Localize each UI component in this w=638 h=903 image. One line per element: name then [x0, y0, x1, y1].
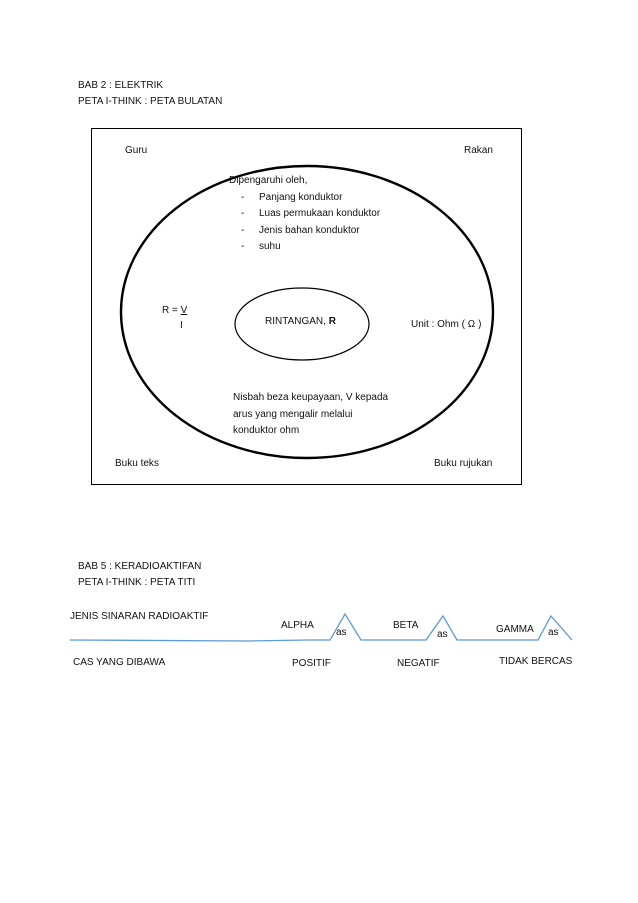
definition-line: konduktor ohm [233, 425, 300, 436]
influence-item: - Jenis bahan konduktor [229, 225, 380, 242]
unit-label: Unit : Ohm ( Ω ) [411, 319, 482, 330]
pair-top-2: BETA [393, 620, 419, 631]
pair-top-1: ALPHA [281, 620, 314, 631]
pair-bottom-3: TIDAK BERCAS [499, 656, 573, 667]
pair-bottom-2: NEGATIF [397, 658, 440, 669]
influence-heading: Dipengaruhi oleh, [229, 175, 308, 186]
influence-item: - Luas permukaan konduktor [229, 208, 380, 225]
definition-line: Nisbah beza keupayaan, V kepada [233, 392, 389, 403]
corner-bottom-left: Buku teks [115, 458, 159, 469]
influence-item: - Panjang konduktor [229, 192, 380, 209]
definition-line: arus yang mengalir melalui [233, 408, 353, 420]
formula-lhs: R = [162, 305, 181, 316]
corner-bottom-right: Buku rujukan [434, 458, 493, 469]
formula-denominator: I [180, 320, 183, 331]
pair-top-3: GAMMA [496, 624, 534, 635]
center-symbol: R [328, 316, 336, 327]
section2-subtitle: PETA I-THINK : PETA TITI [78, 577, 196, 588]
center-label-text: RINTANGAN, [265, 316, 329, 327]
section1-title: BAB 2 : ELEKTRIK [78, 80, 164, 91]
relating-factor: as [336, 627, 347, 638]
relating-factor: as [548, 627, 559, 638]
corner-top-left: Guru [125, 145, 148, 156]
section1-subtitle: PETA I-THINK : PETA BULATAN [78, 96, 223, 107]
relating-factor: as [437, 629, 448, 640]
bridge-left-top: JENIS SINARAN RADIOAKTIF [70, 611, 209, 622]
section2-title: BAB 5 : KERADIOAKTIFAN [78, 561, 202, 572]
influence-item: - suhu [229, 241, 380, 258]
formula-numerator: V [180, 305, 188, 316]
bridge-left-bottom: CAS YANG DIBAWA [73, 657, 166, 668]
corner-top-right: Rakan [464, 145, 493, 156]
pair-bottom-1: POSITIF [292, 658, 331, 669]
